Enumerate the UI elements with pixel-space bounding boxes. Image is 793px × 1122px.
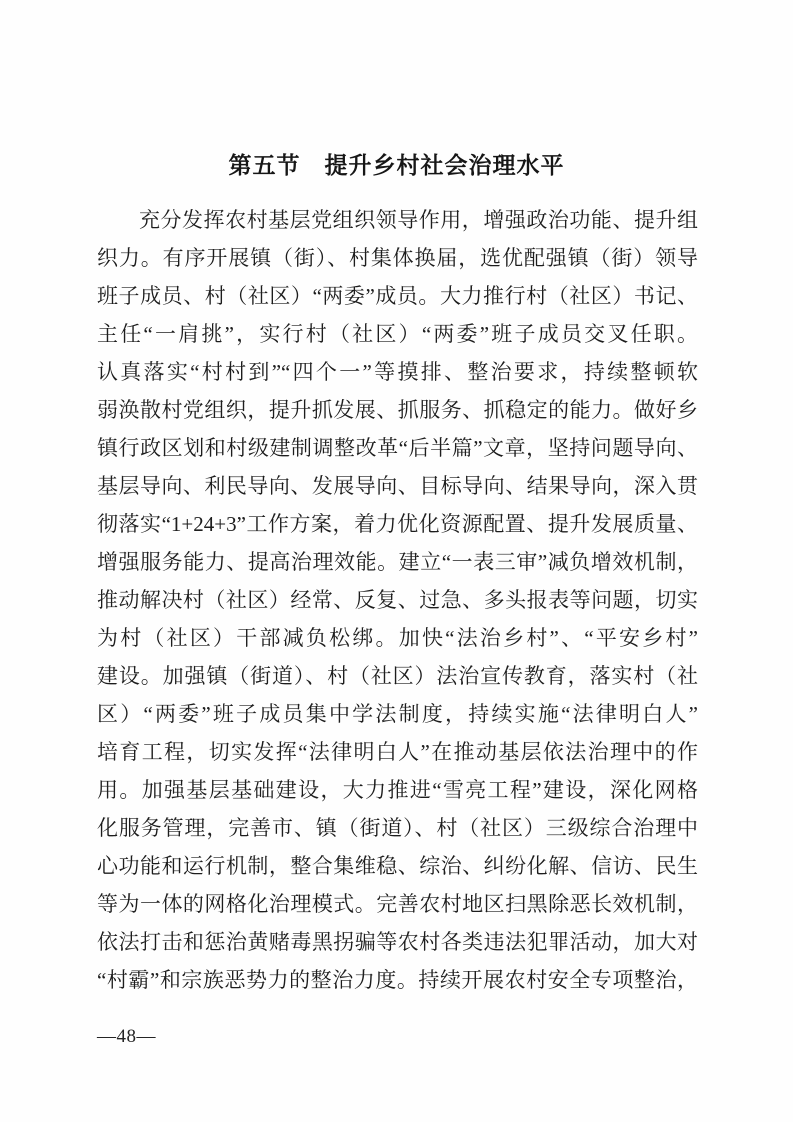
paragraph-line: 等为一体的网格化治理模式。完善农村地区扫黑除恶长效机制， [97, 892, 698, 916]
paragraph-line: 基层导向、利民导向、发展导向、目标导向、结果导向，深入贯 [97, 474, 698, 498]
paragraph-line: 用。加强基层基础建设，大力推进“雪亮工程”建设，深化网格 [97, 778, 698, 802]
body-paragraph [97, 201, 698, 999]
paragraph-line: 增强服务能力、提高治理效能。建立“一表三审”减负增效机制， [97, 550, 698, 574]
paragraph-line: 为村（社区）干部减负松绑。加快“法治乡村”、“平安乡村” [97, 626, 698, 650]
section-title: 第五节 提升乡村社会治理水平 [228, 152, 565, 178]
paragraph-line: 培育工程，切实发挥“法律明白人”在推动基层依法治理中的作 [97, 740, 698, 764]
paragraph-line: 心功能和运行机制，整合集维稳、综治、纠纷化解、信访、民生 [97, 854, 698, 878]
paragraph-line: 主任“一肩挑”，实行村（社区）“两委”班子成员交叉任职。 [97, 322, 698, 346]
paragraph-line: 彻落实“1+24+3”工作方案，着力优化资源配置、提升发展质量、 [97, 512, 698, 536]
paragraph-line: 班子成员、村（社区）“两委”成员。大力推行村（社区）书记、 [97, 284, 698, 308]
paragraph-line: 弱涣散村党组织，提升抓发展、抓服务、抓稳定的能力。做好乡 [97, 398, 698, 422]
paragraph-line: 区）“两委”班子成员集中学法制度，持续实施“法律明白人” [97, 702, 698, 726]
paragraph-line: “村霸”和宗族恶势力的整治力度。持续开展农村安全专项整治， [97, 968, 698, 992]
paragraph-line: 认真落实“村村到”“四个一”等摸排、整治要求，持续整顿软 [97, 360, 698, 384]
paragraph-line: 建设。加强镇（街道）、村（社区）法治宣传教育，落实村（社 [97, 664, 698, 688]
paragraph-line: 镇行政区划和村级建制调整改革“后半篇”文章，坚持问题导向、 [97, 436, 698, 460]
paragraph-line: 化服务管理，完善市、镇（街道）、村（社区）三级综合治理中 [97, 816, 698, 840]
paragraph-line: 织力。有序开展镇（街）、村集体换届，选优配强镇（街）领导 [97, 246, 698, 270]
paragraph-line: 依法打击和惩治黄赌毒黑拐骗等农村各类违法犯罪活动，加大对 [97, 930, 698, 954]
paragraph-line: 推动解决村（社区）经常、反复、过急、多头报表等问题，切实 [97, 588, 698, 612]
page-number: —48— [97, 1026, 156, 1047]
paragraph-line: 充分发挥农村基层党组织领导作用，增强政治功能、提升组 [139, 208, 698, 232]
